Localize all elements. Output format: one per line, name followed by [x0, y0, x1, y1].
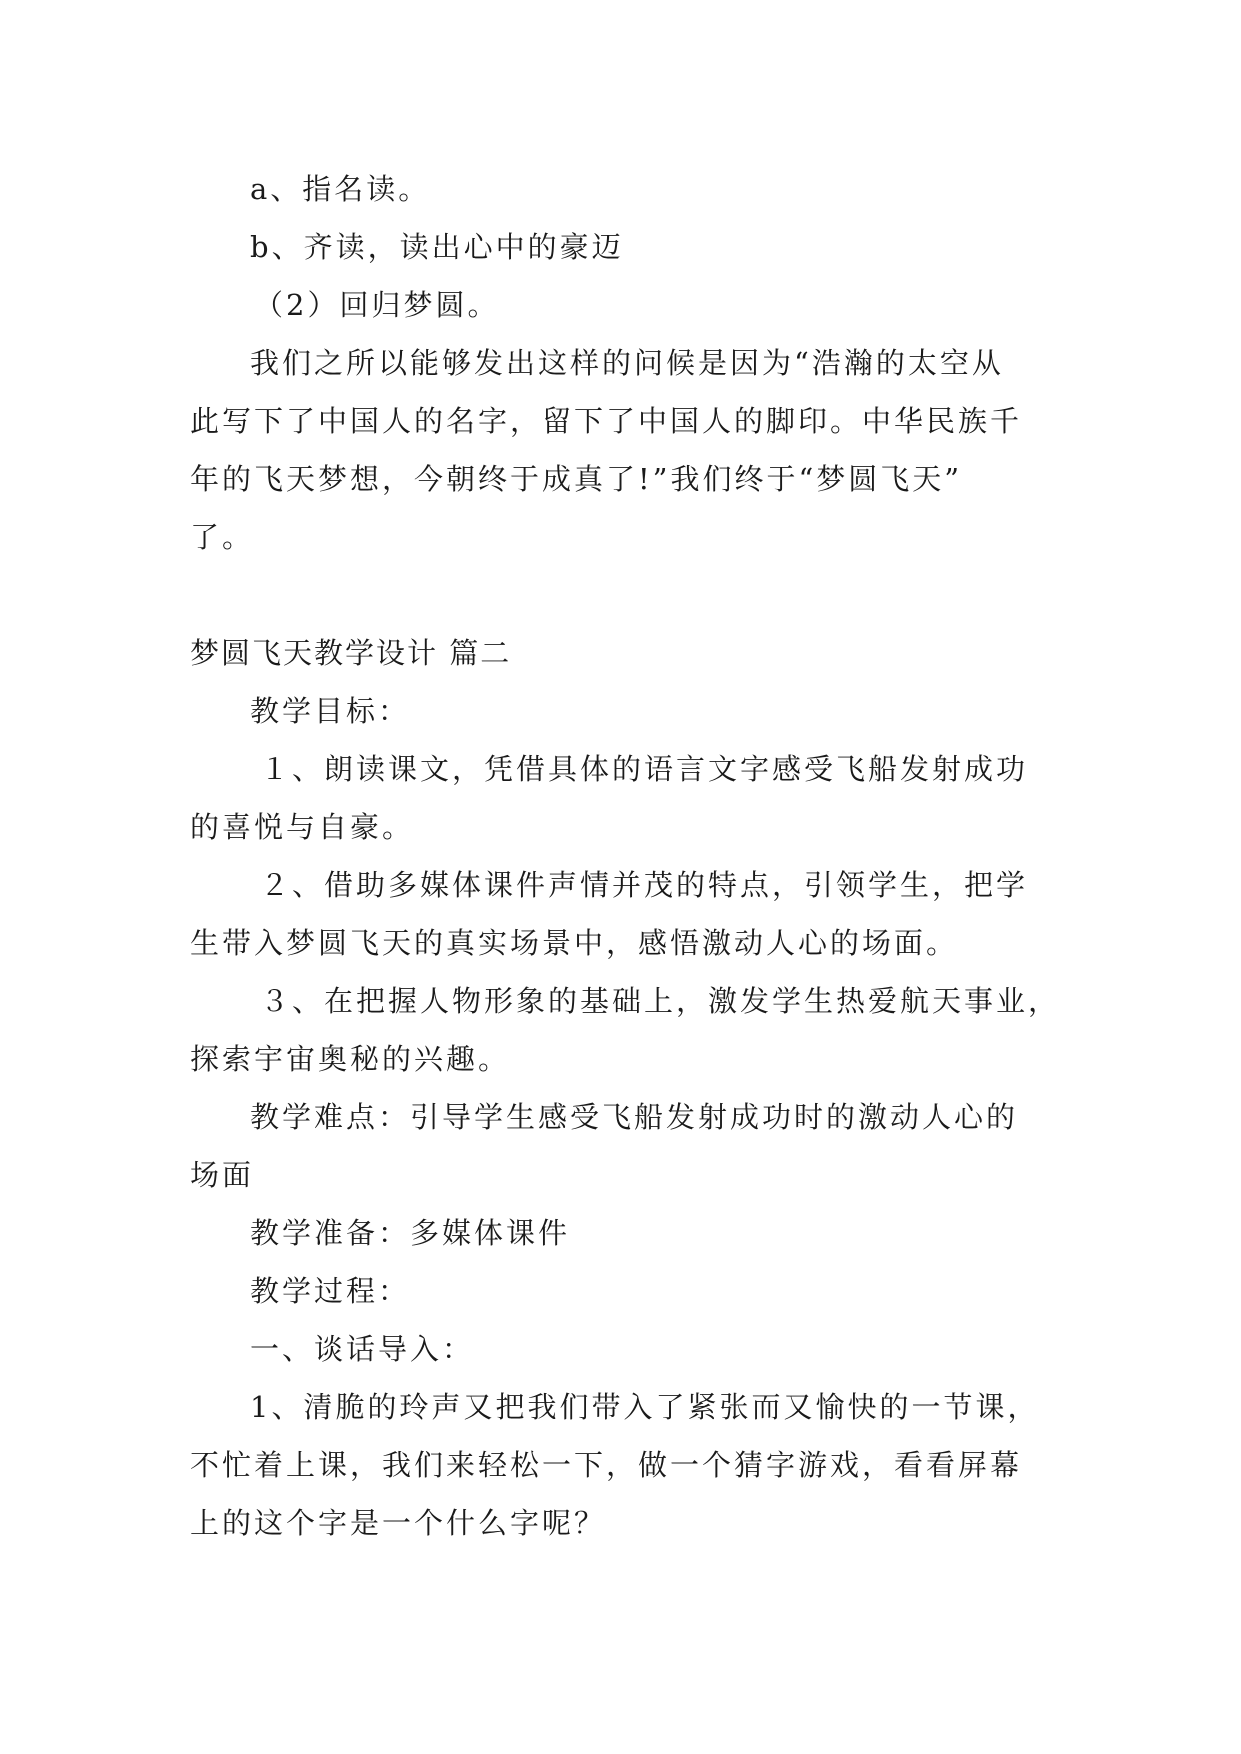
- goal-2-line: ２、借助多媒体课件声情并茂的特点，引领学生，把学: [260, 868, 1029, 902]
- paragraph-line: 了。: [190, 520, 255, 554]
- section-gap: [190, 566, 1060, 624]
- step-one-1-line: 1、清脆的玲声又把我们带入了紧张而又愉快的一节课，: [250, 1390, 1040, 1424]
- goals-label: 教学目标：: [250, 694, 411, 728]
- difficulty-line: 场面: [190, 1158, 255, 1192]
- step-one-1-line: 不忙着上课，我们来轻松一下，做一个猜字游戏，看看屏幕: [190, 1448, 1023, 1482]
- paragraph-line: 我们之所以能够发出这样的问候是因为“浩瀚的太空从: [250, 346, 1004, 380]
- item-a: a、指名读。: [250, 172, 431, 206]
- step-one-1-line: 上的这个字是一个什么字呢？: [190, 1506, 607, 1540]
- item-b: b、齐读，读出心中的豪迈: [250, 230, 624, 264]
- goal-1-line: 的喜悦与自豪。: [190, 810, 415, 844]
- item-2: （2）回归梦圆。: [254, 288, 500, 322]
- goal-3-line: ３、在把握人物形象的基础上，激发学生热爱航天事业，: [260, 984, 1061, 1018]
- paragraph-line: 此写下了中国人的名字，留下了中国人的脚印。中华民族千: [190, 404, 1023, 438]
- step-one-heading: 一、谈话导入：: [250, 1332, 475, 1366]
- paragraph-line: 年的飞天梦想，今朝终于成真了!”我们终于“梦圆飞天”: [190, 462, 963, 496]
- difficulty-line: 教学难点：引导学生感受飞船发射成功时的激动人心的: [250, 1100, 1019, 1134]
- preparation-line: 教学准备：多媒体课件: [250, 1216, 571, 1250]
- goal-2-line: 生带入梦圆飞天的真实场景中，感悟激动人心的场面。: [190, 926, 959, 960]
- process-label: 教学过程：: [250, 1274, 411, 1308]
- section-title: 梦圆飞天教学设计 篇二: [190, 636, 512, 670]
- goal-1-line: １、朗读课文，凭借具体的语言文字感受飞船发射成功: [260, 752, 1029, 786]
- document-body: [190, 160, 1060, 1552]
- goal-3-line: 探索宇宙奥秘的兴趣。: [190, 1042, 511, 1076]
